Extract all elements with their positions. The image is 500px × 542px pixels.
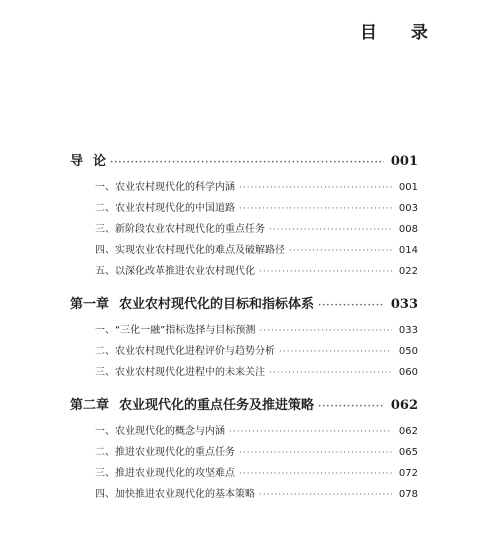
entry-page-number: 060	[398, 367, 418, 378]
chapter-page-number: 062	[390, 398, 418, 413]
toc-entry[interactable]	[70, 178, 418, 199]
chapter-heading[interactable]	[70, 394, 418, 417]
entry-page-number: 022	[398, 266, 418, 277]
dot-leader	[259, 326, 392, 336]
toc-entry[interactable]	[70, 342, 418, 363]
dot-leader	[229, 427, 392, 437]
dot-leader	[318, 402, 384, 412]
toc-entry[interactable]	[70, 363, 418, 384]
entry-page-number: 003	[398, 203, 418, 214]
entry-title: 三、新阶段农业农村现代化的重点任务	[95, 224, 265, 235]
toc-section-introduction	[70, 150, 418, 283]
entry-title: 四、加快推进农业现代化的基本策略	[95, 489, 255, 500]
chapter-page-number: 033	[390, 297, 418, 312]
entry-title: 二、推进农业现代化的重点任务	[95, 447, 235, 458]
entry-page-number: 001	[398, 182, 418, 193]
toc-section-chapter-1	[70, 293, 418, 384]
toc-entry[interactable]	[70, 199, 418, 220]
table-of-contents	[70, 150, 418, 506]
toc-entry[interactable]	[70, 321, 418, 342]
toc-entry[interactable]	[70, 422, 418, 443]
toc-entry[interactable]	[70, 220, 418, 241]
dot-leader	[259, 267, 392, 277]
entry-page-number: 065	[398, 447, 418, 458]
chapter-label: 导 论	[70, 154, 107, 169]
dot-leader	[239, 448, 392, 458]
dot-leader	[110, 158, 384, 168]
toc-section-chapter-2	[70, 394, 418, 506]
dot-leader	[279, 347, 392, 357]
dot-leader	[269, 225, 392, 235]
entry-page-number: 014	[398, 245, 418, 256]
entry-title: 一、农业农村现代化的科学内涵	[95, 182, 235, 193]
chapter-title: 农业农村现代化的目标和指标体系	[119, 297, 315, 312]
chapter-page-number: 001	[390, 154, 418, 169]
entry-title: 一、农业现代化的概念与内涵	[95, 426, 225, 437]
entry-page-number: 072	[398, 468, 418, 479]
entry-page-number: 050	[398, 346, 418, 357]
toc-entry[interactable]	[70, 485, 418, 506]
entry-title: 一、“三化一融”指标选择与目标预测	[95, 325, 256, 336]
dot-leader	[239, 204, 392, 214]
toc-entry[interactable]	[70, 241, 418, 262]
toc-entry[interactable]	[70, 464, 418, 485]
entry-page-number: 062	[398, 426, 418, 437]
entry-title: 五、以深化改革推进农业农村现代化	[95, 266, 255, 277]
toc-entry[interactable]	[70, 262, 418, 283]
chapter-title: 农业现代化的重点任务及推进策略	[119, 398, 315, 413]
dot-leader	[259, 490, 392, 500]
toc-entry[interactable]	[70, 443, 418, 464]
page-title: 目 录	[360, 23, 442, 43]
dot-leader	[239, 183, 392, 193]
dot-leader	[239, 469, 392, 479]
entry-title: 三、农业农村现代化进程中的未来关注	[95, 367, 265, 378]
entry-page-number: 033	[398, 325, 418, 336]
entry-title: 四、实现农业农村现代化的难点及破解路径	[95, 245, 285, 256]
dot-leader	[269, 368, 392, 378]
dot-leader	[318, 301, 384, 311]
entry-title: 二、农业农村现代化的中国道路	[95, 203, 235, 214]
chapter-label: 第一章	[70, 297, 110, 312]
chapter-label: 第二章	[70, 398, 110, 413]
chapter-heading[interactable]	[70, 150, 418, 173]
dot-leader	[289, 246, 392, 256]
chapter-heading[interactable]	[70, 293, 418, 316]
entry-title: 三、推进农业现代化的攻坚难点	[95, 468, 235, 479]
entry-page-number: 008	[398, 224, 418, 235]
entry-title: 二、农业农村现代化进程评价与趋势分析	[95, 346, 275, 357]
entry-page-number: 078	[398, 489, 418, 500]
